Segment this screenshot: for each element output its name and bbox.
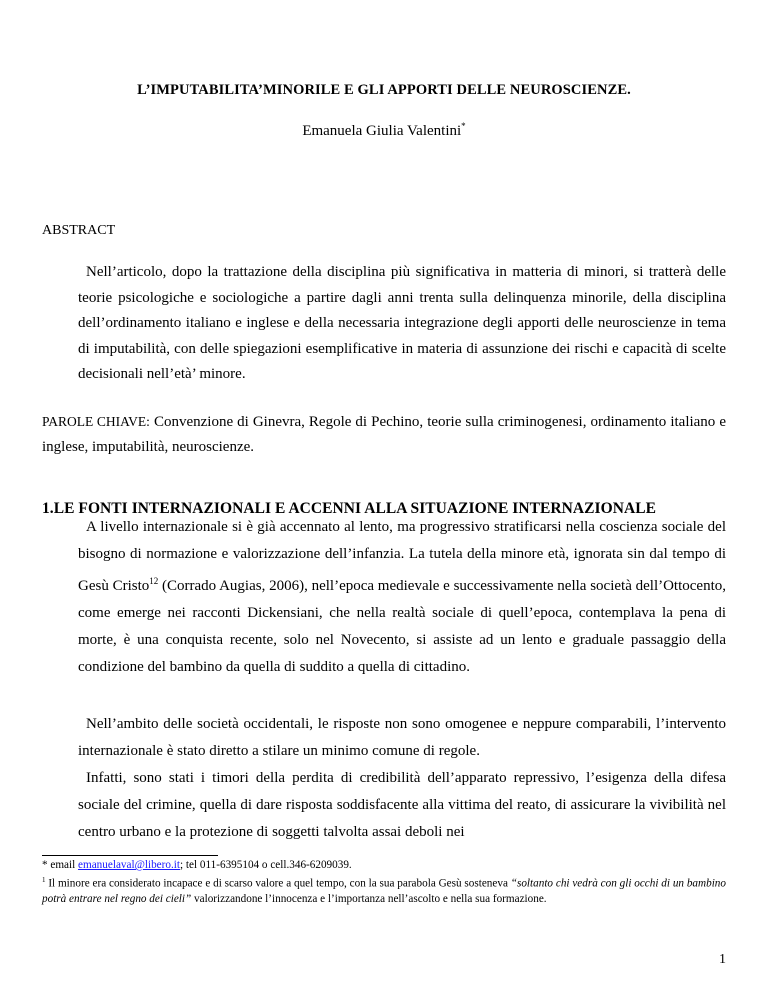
body-paragraph-3: Infatti, sono stati i timori della perdita di credibilità dell’apparato repressivo, l’esigenza della difesa sociale del crimine, quella di dare risposta soddisfacente alla vittima del reato, di assicurare la vivibilità nel centro urbano e la protezione di soggetti talvolta assai deboli nei [78, 770, 726, 840]
author-line [0, 121, 768, 140]
page-number: 1 [719, 952, 726, 967]
footnote-divider [42, 855, 218, 856]
author-footnote-mark: * [461, 121, 466, 131]
keywords-label: PAROLE CHIAVE: [42, 414, 150, 429]
keywords [42, 409, 726, 460]
body-paragraph-2: Nell’ambito delle società occidentali, le risposte non sono omogenee e neppure comparabili, l’intervento internazionale è stato diretto a stilare un minimo comune di regole. [78, 716, 726, 759]
footnote-1 [42, 873, 726, 907]
footnote-ref-12[interactable]: 12 [149, 576, 159, 586]
paper-title: L’IMPUTABILITA’MINORILE E GLI APPORTI DELLE NEUROSCIENZE. [137, 82, 631, 98]
paragraph-1-text-start: A livello internazionale si è già accennato al lento, ma progressivo stratificarsi nella coscienza sociale del bisogno di normazione e valorizzazione dell’infanzia. La tutela della minore età, ignorata sin dal tempo di Gesù Cristo [78, 519, 726, 594]
footnote-1-quote: “soltanto chi vedrà con gli occhi di un bambino potrà entrare nel regno dei cieli” [42, 877, 726, 905]
paragraph-1-text-end: (Corrado Augias, 2006), nell’epoca medievale e successivamente nella società dell’Ottocento, come emerge nei racconti Dickensiani, che nella realtà sociale di quell’epoca, contemplava la pena di morte, è una conquista recente, solo nel Novecento, si assiste ad un lento e graduale passaggio della condizione del bambino da quella di suddito a quella di cittadino. [78, 578, 727, 675]
footnote-1-text-end: valorizzandone l’innocenza e l’importanza nell’ascolto e nella sua formazione. [191, 892, 547, 905]
abstract-text: Nell’articolo, dopo la trattazione della disciplina più significativa in matteria di minori, si tratterà delle teorie psicologiche e sociologiche a partire dagli anni trenta sulla delinquenza minorile, della disciplina dell’ordinamento italiano e inglese e della necessaria integrazione degli apporti delle neuroscienze in tema di imputabilità, con delle spiegazioni esemplificative in materia di assunzione dei rischi e capacità di scelte decisionali nell’età’ minore. [78, 264, 726, 382]
author-name: Emanuela Giulia Valentini [302, 123, 462, 139]
footnote-1-number: 1 [42, 876, 46, 884]
footnote-star-prefix: * email [42, 859, 76, 871]
keywords-text: Convenzione di Ginevra, Regole di Pechino, teorie sulla criminogenesi, ordinamento italiano e inglese, imputabilità, neuroscienze. [42, 414, 726, 455]
footnote-star [42, 858, 726, 873]
email-link[interactable]: emanuelaval@libero.it [78, 859, 180, 871]
body-paragraph-1 [78, 514, 726, 681]
footnotes [42, 858, 726, 907]
footnote-1-text-start: Il minore era considerato incapace e di scarso valore a quel tempo, con la sua parabola Gesù sosteneva [45, 877, 511, 890]
abstract-heading: ABSTRACT [42, 223, 116, 238]
section-heading: 1.LE FONTI INTERNAZIONALI E ACCENNI ALLA SITUAZIONE INTERNAZIONALE [42, 500, 656, 517]
footnote-star-suffix: ; tel 011-6395104 o cell.346-6209039. [180, 859, 352, 871]
